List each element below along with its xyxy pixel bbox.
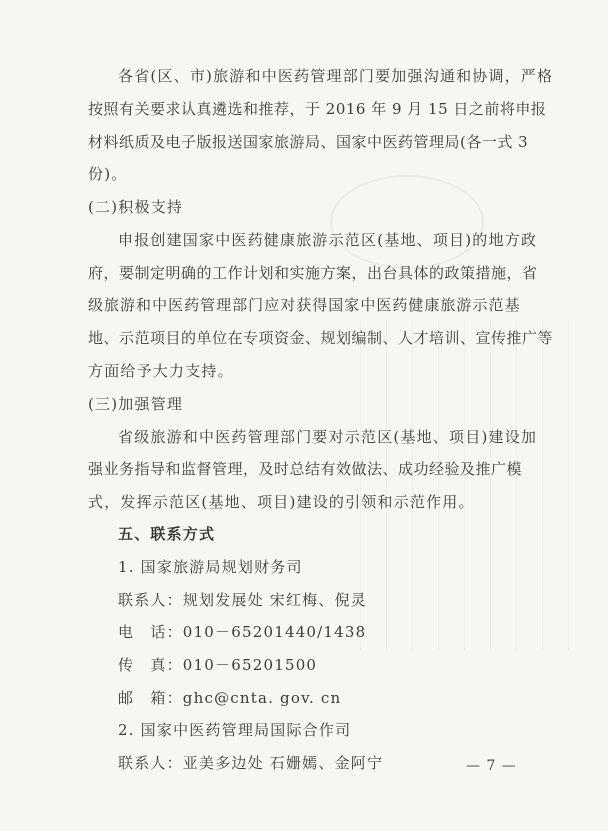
paragraph-2-line-2: 府，要制定明确的工作计划和实施方案，出台具体的政策措施，省 [88, 264, 538, 282]
contact-1-fax: 传 真：010－65201500 [118, 656, 318, 674]
paragraph-2-line-3: 级旅游和中医药管理部门应对获得国家中医药健康旅游示范基 [88, 296, 520, 314]
contact-1-org: 1. 国家旅游局规划财务司 [118, 558, 303, 576]
section-3-heading: (三)加强管理 [88, 395, 184, 413]
contact-1-person: 联系人：规划发展处 宋红梅、倪灵 [118, 591, 367, 609]
contact-2-person: 联系人：亚美多边处 石姗嫣、金阿宁 [118, 754, 384, 772]
contact-1-phone: 电 话：010－65201440/1438 [118, 623, 367, 641]
contact-2-org: 2. 国家中医药管理局国际合作司 [118, 721, 352, 739]
paragraph-2-line-1: 申报创建国家中医药健康旅游示范区(基地、项目)的地方政 [118, 231, 538, 249]
paragraph-1-line-1: 各省(区、市)旅游和中医药管理部门要加强沟通和协调，严格 [118, 67, 554, 85]
paragraph-1-line-2: 按照有关要求认真遴选和推荐，于 2016 年 9 月 15 日之前将申报 [88, 100, 547, 118]
section-5-heading: 五、联系方式 [118, 525, 216, 543]
paragraph-2-line-4: 地、示范项目的单位在专项资金、规划编制、人才培训、宣传推广等 [88, 329, 554, 347]
section-2-heading: (二)积极支持 [88, 198, 184, 216]
paragraph-3-line-2: 强业务指导和监督管理，及时总结有效做法、成功经验及推广模 [88, 460, 523, 478]
faint-seal-watermark [330, 175, 484, 269]
paragraph-3-line-3: 式，发挥示范区(基地、项目)建设的引领和示范作用。 [88, 493, 475, 511]
contact-1-email: 邮 箱：ghc@cnta. gov. cn [118, 689, 342, 707]
page-number: — 7 — [466, 758, 517, 774]
faint-background-grid [360, 320, 580, 650]
paragraph-2-line-5: 方面给予大力支持。 [88, 362, 234, 380]
paragraph-1-line-3: 材料纸质及电子版报送国家旅游局、国家中医药管理局(各一式 3 [88, 133, 529, 151]
paragraph-3-line-1: 省级旅游和中医药管理部门要对示范区(基地、项目)建设加 [118, 428, 538, 446]
paragraph-1-line-4: 份)。 [88, 165, 128, 183]
